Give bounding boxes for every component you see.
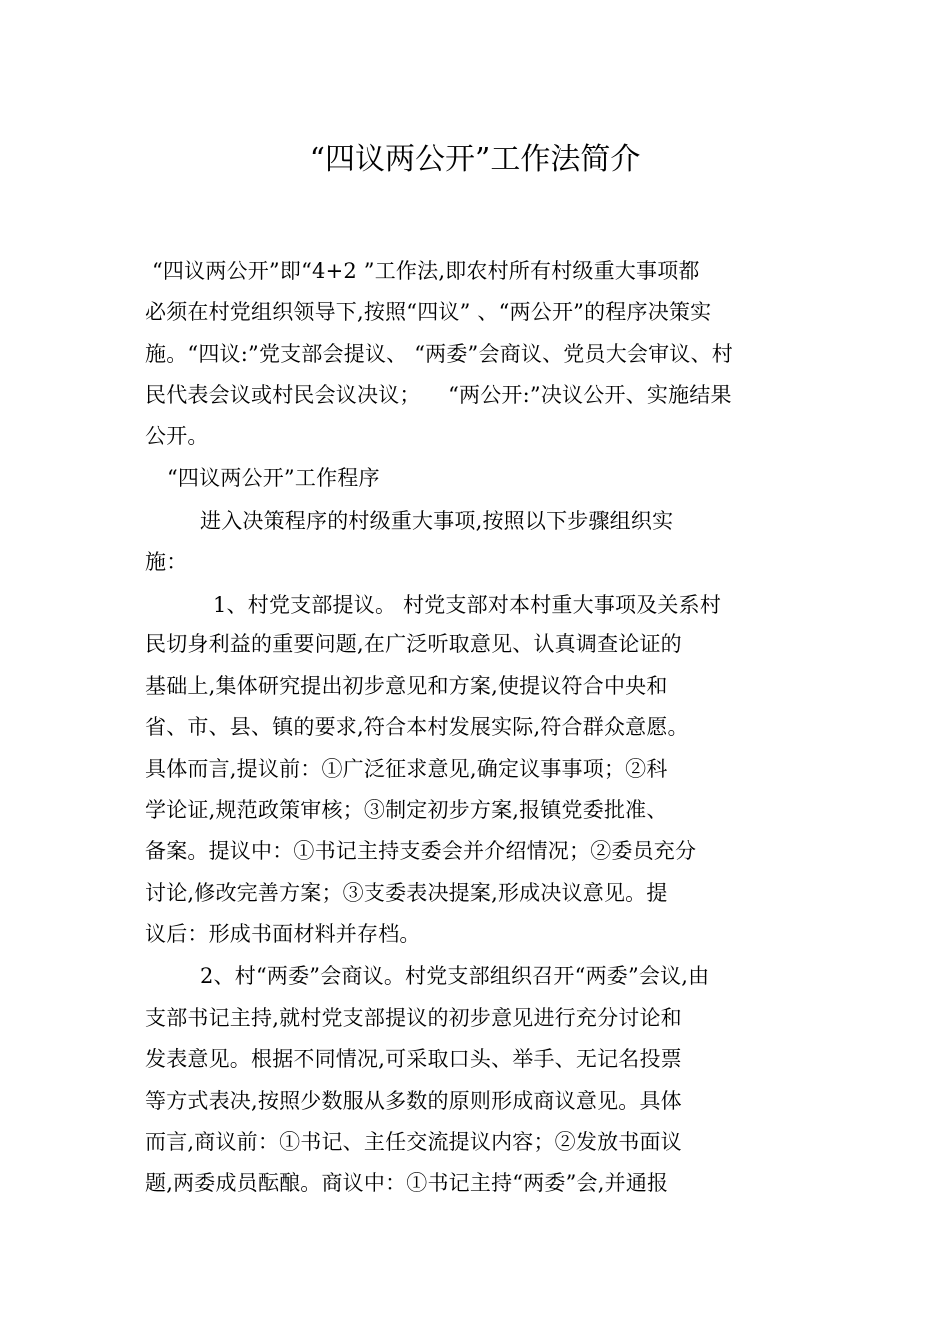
paragraph-line: 等方式表决,按照少数服从多数的原则形成商议意见。具体	[145, 1089, 682, 1113]
page-title: “四议两公开”工作法简介	[309, 142, 641, 177]
paragraph-line: 讨论,修改完善方案；③支委表决提案,形成决议意见。提	[145, 881, 668, 905]
paragraph-line: 备案。提议中：①书记主持支委会并介绍情况；②委员充分	[145, 839, 697, 863]
paragraph-line: 施。“四议:”党支部会提议、 “两委”会商议、党员大会审议、村	[145, 342, 733, 366]
paragraph-line: 学论证,规范政策审核；③制定初步方案,报镇党委批准、	[145, 798, 668, 822]
paragraph-line: 2、村“两委”会商议。村党支部组织召开“两委”会议,由	[200, 964, 710, 988]
paragraph-line: 进入决策程序的村级重大事项,按照以下步骤组织实	[200, 509, 674, 533]
paragraph-line: 民切身利益的重要问题,在广泛听取意见、认真调查论证的	[145, 632, 682, 656]
paragraph-line: 议后：形成书面材料并存档。	[145, 922, 421, 946]
paragraph-line: 基础上,集体研究提出初步意见和方案,使提议符合中央和	[145, 674, 668, 698]
paragraph-line: 1、村党支部提议。 村党支部对本村重大事项及关系村	[213, 593, 722, 617]
paragraph-line: 题,两委成员酝酿。商议中：①书记主持“两委”会,并通报	[145, 1171, 669, 1195]
paragraph-line: 具体而言,提议前：①广泛征求意见,确定议事事项；②科	[145, 757, 668, 781]
paragraph-line: 民代表会议或村民会议决议； “两公开:”决议公开、实施结果	[145, 383, 732, 407]
paragraph-line: 而言,商议前：①书记、主任交流提议内容；②发放书面议	[145, 1130, 682, 1154]
paragraph-line: “四议两公开”即“4+2 ”工作法,即农村所有村级重大事项都	[152, 259, 700, 283]
paragraph-line: 支部书记主持,就村党支部提议的初步意见进行充分讨论和	[145, 1006, 682, 1030]
paragraph-line: 必须在村党组织领导下,按照“四议” 、“两公开”的程序决策实	[145, 300, 712, 324]
paragraph-line: 省、市、县、镇的要求,符合本村发展实际,符合群众意愿。	[145, 715, 689, 739]
paragraph-line: 施：	[145, 550, 188, 574]
section-heading: “四议两公开”工作程序	[167, 466, 380, 490]
paragraph-line: 发表意见。根据不同情况,可采取口头、举手、无记名投票	[145, 1047, 682, 1071]
paragraph-line: 公开。	[145, 424, 209, 448]
